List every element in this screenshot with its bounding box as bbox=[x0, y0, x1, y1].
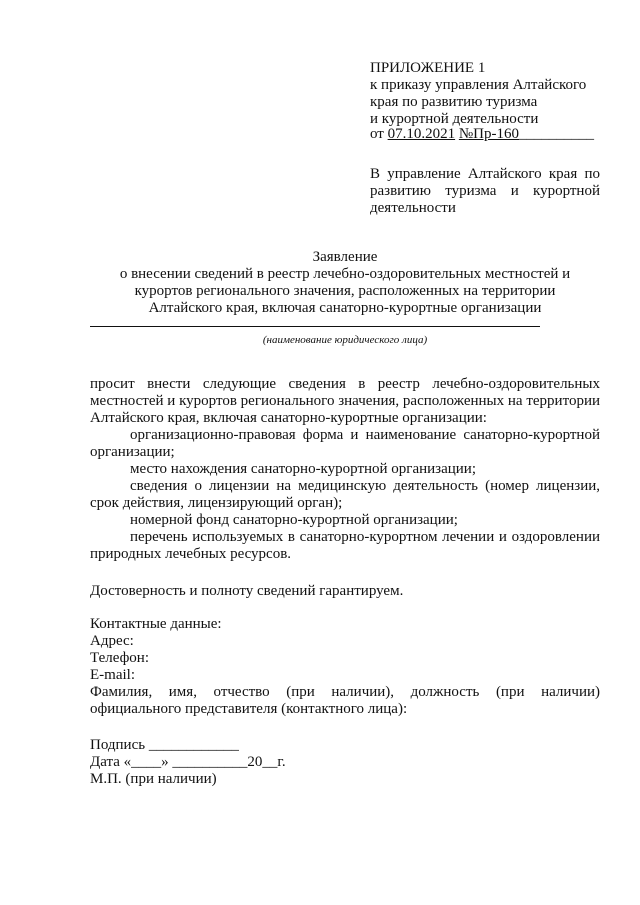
appendix-line-1: к приказу управления Алтайского bbox=[370, 77, 587, 93]
signature-block bbox=[90, 737, 600, 788]
title-line-4: Алтайского края, включая санаторно-курортные организации bbox=[148, 300, 542, 316]
title-line-3: курортов регионального значения, расположенных на территории bbox=[134, 283, 556, 299]
request-item-4: номерной фонд санаторно-курортной организации; bbox=[130, 512, 458, 528]
signature-date: Дата «____» __________20__г. bbox=[90, 754, 286, 770]
guarantee-statement: Достоверность и полноту сведений гарантируем. bbox=[90, 583, 404, 599]
order-reference bbox=[370, 126, 594, 143]
contact-address: Адрес: bbox=[90, 633, 134, 649]
order-date: 07.10.2021 bbox=[387, 126, 456, 142]
order-number: №Пр-160 bbox=[458, 126, 519, 142]
contact-phone: Телефон: bbox=[90, 650, 149, 666]
organization-name-line bbox=[90, 326, 540, 327]
appendix-header bbox=[370, 60, 610, 128]
appendix-title: ПРИЛОЖЕНИЕ 1 bbox=[370, 60, 486, 76]
addressee: В управление Алтайского края по развитию туризма и курортной деятельности bbox=[370, 166, 600, 216]
order-blank: __________ bbox=[519, 126, 594, 142]
request-intro: просит внести следующие сведения в реестр лечебно-оздоровительных местностей и курортов регионального значения, расположенных на территории Алтайского края, включая санаторно-курортные организации: bbox=[90, 376, 600, 426]
request-item-5: перечень используемых в санаторно-курортном лечении и оздоровлении природных лечебных ресурсов. bbox=[90, 529, 600, 562]
request-item-2: место нахождения санаторно-курортной организации; bbox=[130, 461, 476, 477]
contacts-heading: Контактные данные: bbox=[90, 616, 222, 632]
contact-representative: Фамилия, имя, отчество (при наличии), должность (при наличии) официального представителя (контактного лица): bbox=[90, 684, 600, 717]
order-prefix: от bbox=[370, 126, 388, 142]
contact-email: E-mail: bbox=[90, 667, 135, 683]
contact-details bbox=[90, 616, 600, 718]
document-title bbox=[90, 249, 600, 317]
request-item-3: сведения о лицензии на медицинскую деятельность (номер лицензии, срок действия, лицензирующий орган); bbox=[90, 478, 600, 511]
title-line-1: Заявление bbox=[312, 249, 378, 265]
appendix-line-3: и курортной деятельности bbox=[370, 111, 539, 127]
appendix-line-2: края по развитию туризма bbox=[370, 94, 538, 110]
signature-stamp: М.П. (при наличии) bbox=[90, 771, 217, 787]
request-item-1: организационно-правовая форма и наименование санаторно-курортной организации; bbox=[90, 427, 600, 460]
title-line-2: о внесении сведений в реестр лечебно-оздоровительных местностей и bbox=[119, 266, 571, 282]
organization-name-caption: (наименование юридического лица) bbox=[262, 334, 428, 346]
request-body bbox=[90, 376, 600, 563]
signature-line: Подпись ____________ bbox=[90, 737, 239, 753]
